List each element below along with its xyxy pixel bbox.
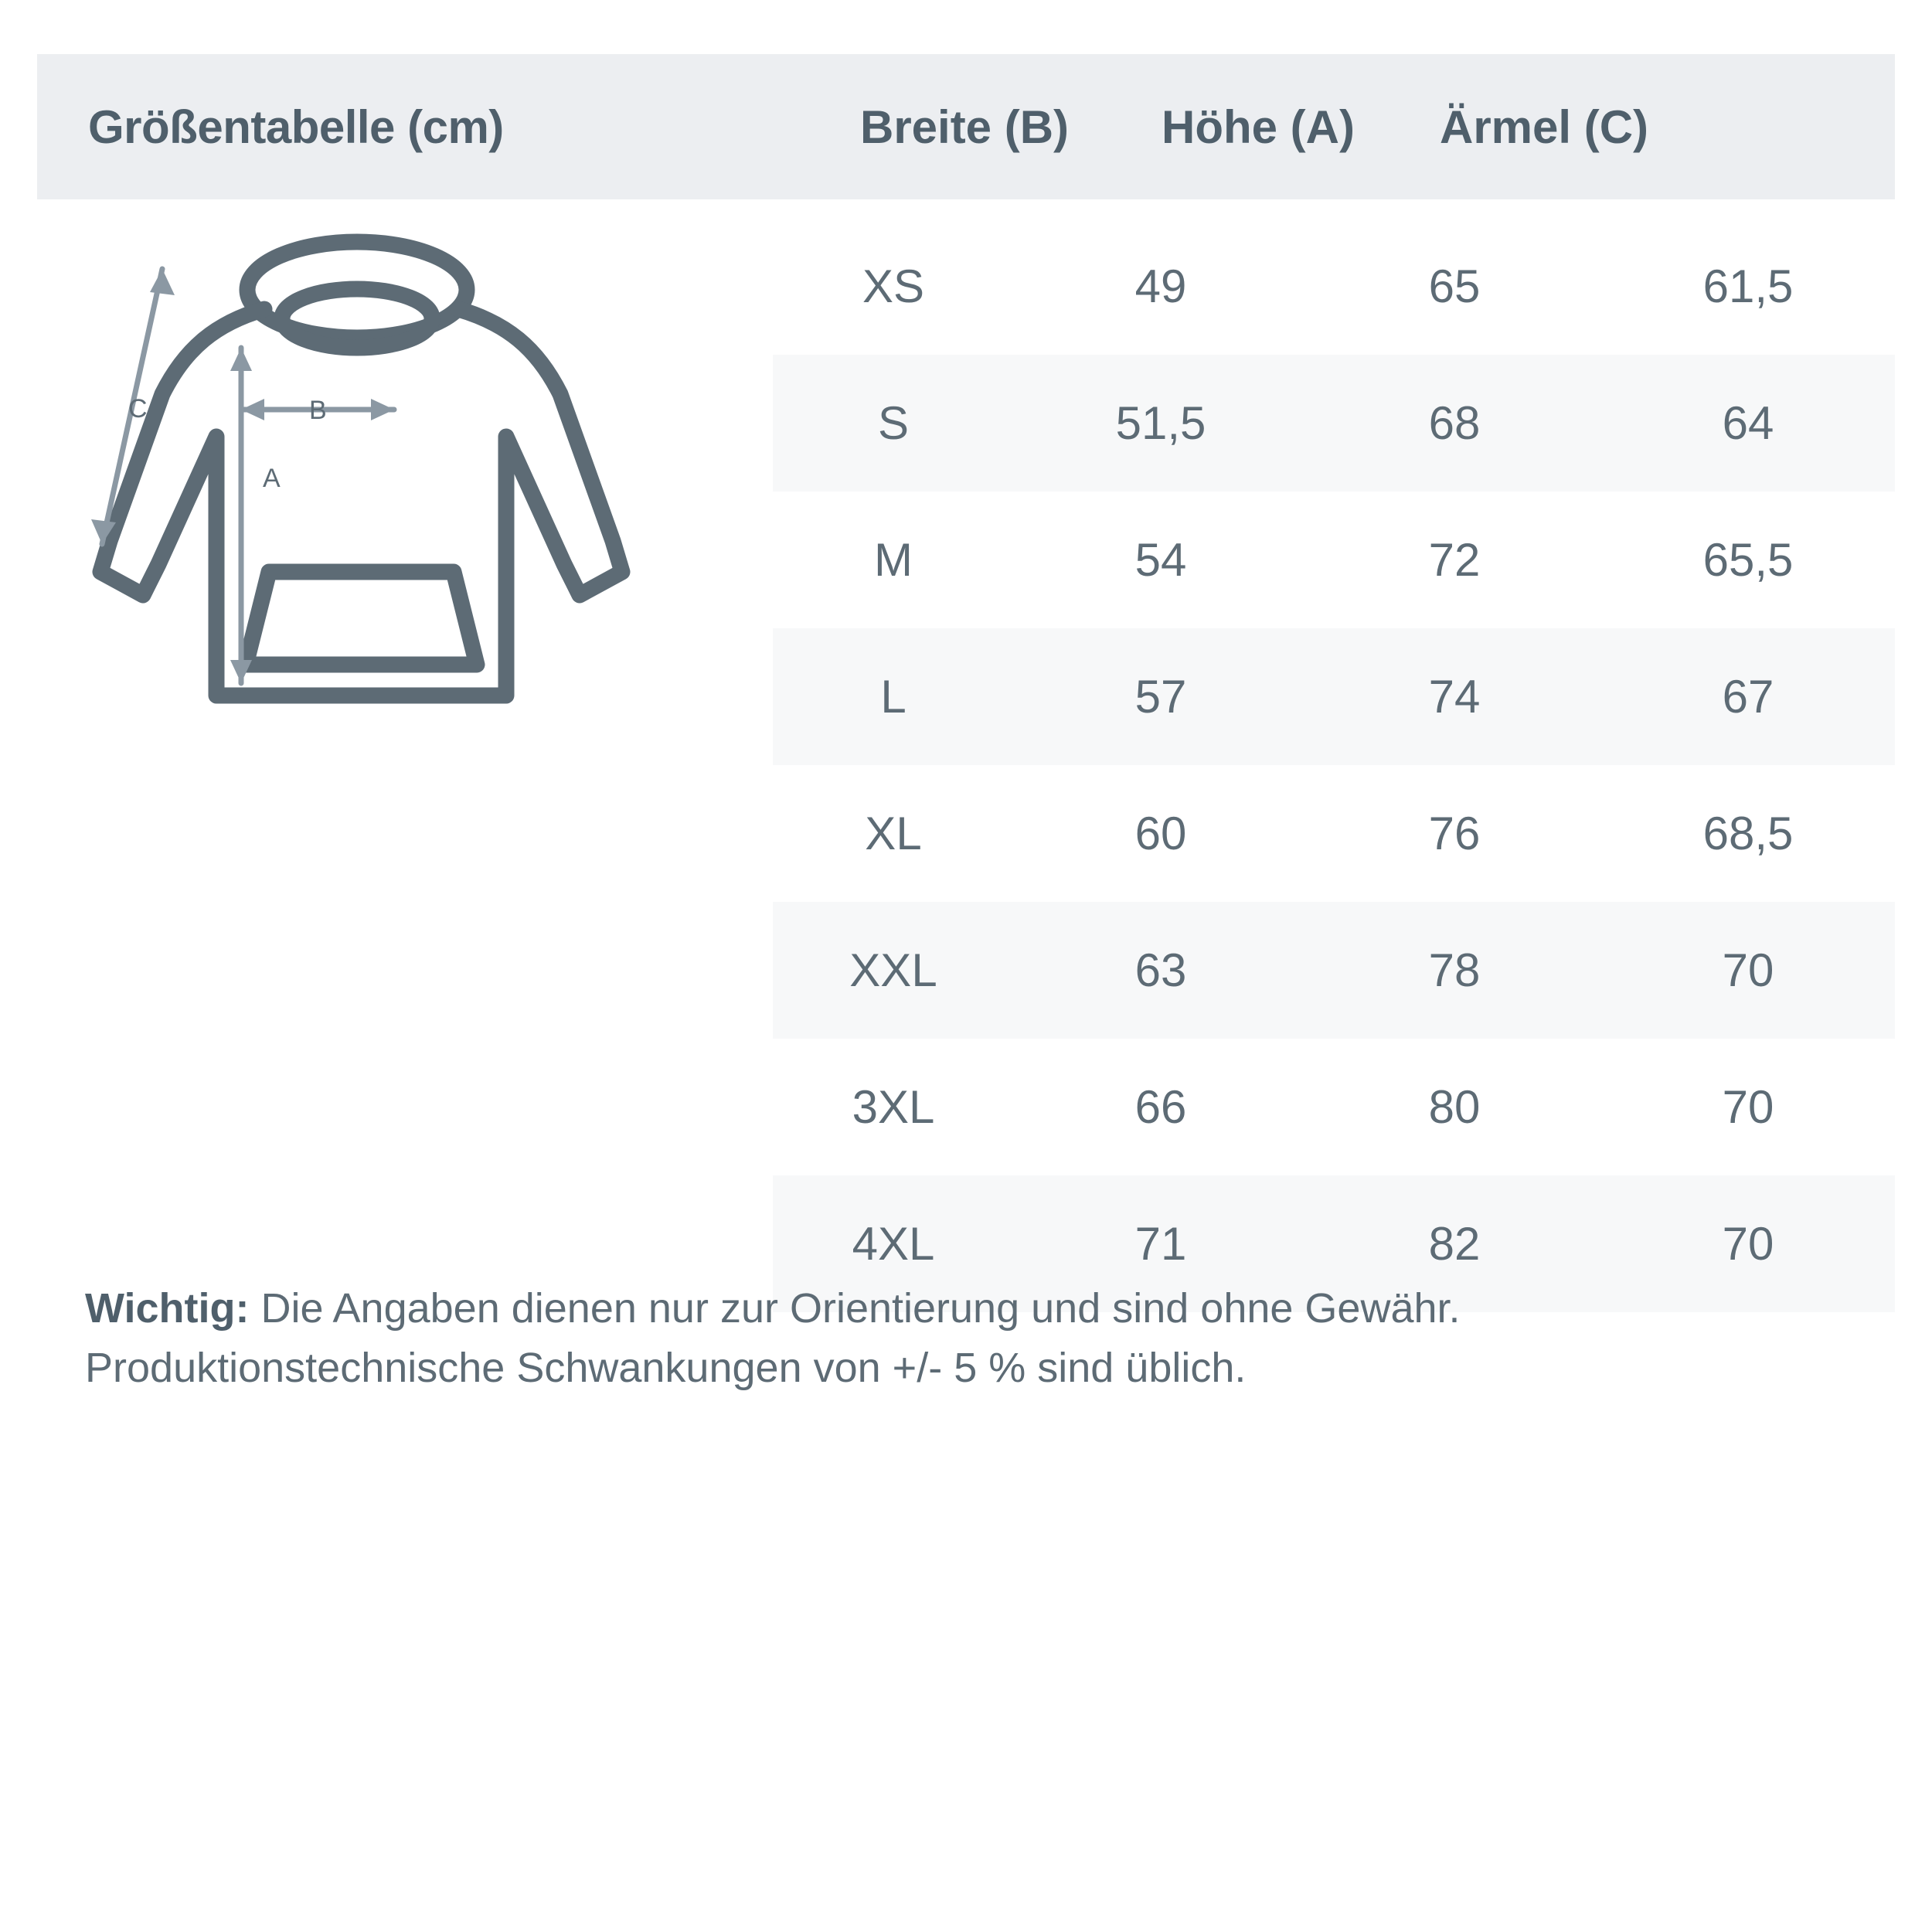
disclaimer-text: Die Angaben dienen nur zur Orientierung und sind ohne Gewähr. Produktionstechnische Schwankungen von +/- 5 % sind üblich. (85, 1285, 1461, 1391)
table-header-band (37, 54, 1895, 199)
cell-breite: 54 (1014, 492, 1308, 628)
cell-hoehe: 68 (1308, 355, 1601, 492)
cell-hoehe: 65 (1308, 218, 1601, 355)
cell-size: L (773, 628, 1014, 765)
cell-breite: 51,5 (1014, 355, 1308, 492)
column-header-hoehe: Höhe (A) (1162, 100, 1355, 153)
cell-size: XXL (773, 902, 1014, 1039)
table-row (773, 902, 1895, 1039)
cell-breite: 57 (1014, 628, 1308, 765)
cell-size: M (773, 492, 1014, 628)
cell-aermel: 64 (1601, 355, 1895, 492)
cell-aermel: 61,5 (1601, 218, 1895, 355)
cell-hoehe: 80 (1308, 1039, 1601, 1175)
page-title: Größentabelle (cm) (88, 100, 504, 153)
table-row (773, 765, 1895, 902)
table-row (773, 355, 1895, 492)
table-row (773, 492, 1895, 628)
cell-aermel: 70 (1601, 902, 1895, 1039)
hoodie-diagram (70, 232, 765, 850)
cell-size: 4XL (773, 1175, 1014, 1312)
label-height: A (263, 464, 281, 493)
table-row (773, 628, 1895, 765)
table-row (773, 1039, 1895, 1175)
cell-size: XS (773, 218, 1014, 355)
cell-breite: 71 (1014, 1175, 1308, 1312)
column-header-aermel: Ärmel (C) (1439, 100, 1649, 153)
cell-size: 3XL (773, 1039, 1014, 1175)
cell-hoehe: 82 (1308, 1175, 1601, 1312)
cell-aermel: 68,5 (1601, 765, 1895, 902)
cell-size: S (773, 355, 1014, 492)
cell-hoehe: 74 (1308, 628, 1601, 765)
cell-aermel: 70 (1601, 1039, 1895, 1175)
column-headers (810, 54, 1895, 199)
disclaimer-label: Wichtig: (85, 1285, 250, 1332)
column-header-breite: Breite (B) (859, 100, 1070, 153)
table-row (773, 218, 1895, 355)
cell-breite: 66 (1014, 1039, 1308, 1175)
cell-aermel: 70 (1601, 1175, 1895, 1312)
cell-aermel: 67 (1601, 628, 1895, 765)
cell-hoehe: 72 (1308, 492, 1601, 628)
size-table (773, 218, 1895, 1312)
cell-size: XL (773, 765, 1014, 902)
cell-aermel: 65,5 (1601, 492, 1895, 628)
cell-breite: 60 (1014, 765, 1308, 902)
cell-breite: 63 (1014, 902, 1308, 1039)
cell-hoehe: 78 (1308, 902, 1601, 1039)
label-sleeve: C (128, 394, 148, 423)
cell-breite: 49 (1014, 218, 1308, 355)
label-width: B (309, 396, 327, 425)
cell-hoehe: 76 (1308, 765, 1601, 902)
disclaimer (85, 1279, 1862, 1397)
